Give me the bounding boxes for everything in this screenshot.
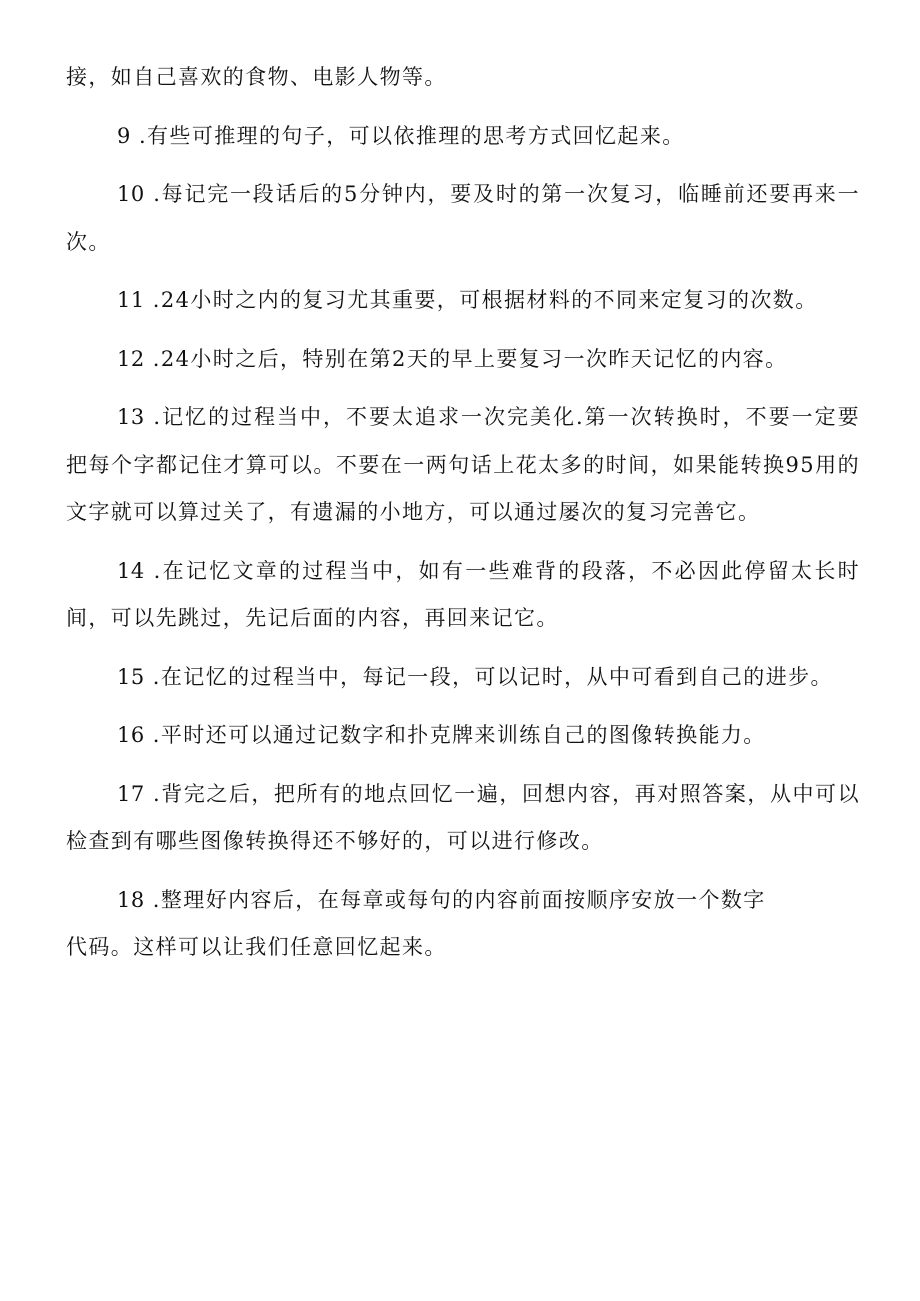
item-number: 12 xyxy=(117,346,145,371)
item-number: 11 xyxy=(117,288,145,312)
item-text: 有些可推理的句子，可以依推理的思考方式回忆起来。 xyxy=(147,123,685,148)
item-number: 13 xyxy=(117,405,145,429)
document-page xyxy=(66,54,860,983)
paragraph-text: 接，如自己喜欢的食物、电影人物等。 xyxy=(66,65,447,89)
list-item-17 xyxy=(66,771,860,866)
item-number: 14 xyxy=(117,558,145,583)
paragraph-continuation xyxy=(66,54,860,102)
list-item-11 xyxy=(66,277,860,325)
item-text: 在记忆文章的过程当中，如有一些难背的段落，不必因此停留太长时间，可以先跳过，先记后面的内容，再回来记它。 xyxy=(66,558,860,630)
item-text: 平时还可以通过记数字和扑克牌来训练自己的图像转换能力。 xyxy=(160,723,766,747)
item-separator: . xyxy=(144,887,161,912)
item-text: 每记完一段话后的5分钟内，要及时的第一次复习，临睡前还要再来一次。 xyxy=(66,182,860,254)
item-number: 16 xyxy=(117,723,145,747)
list-item-16 xyxy=(66,712,860,760)
item-separator: . xyxy=(144,723,161,747)
item-separator: . xyxy=(144,288,161,312)
item-text: 整理好内容后，在每章或每句的内容前面按顺序安放一个数字 xyxy=(160,887,766,912)
list-item-12 xyxy=(66,336,860,384)
item-separator: . xyxy=(144,346,161,371)
item-text: 记忆的过程当中，不要太追求一次完美化.第一次转换时，不要一定要把每个字都记住才算可以。不要在一两句话上花太多的时间，如果能转换95用的文字就可以算过关了，有遗漏的小地方，可以通过屡次的复习完善它。 xyxy=(66,405,860,524)
item-separator: . xyxy=(144,182,162,206)
item-separator: . xyxy=(144,405,162,429)
list-item-18 xyxy=(66,877,860,925)
item-number: 10 xyxy=(117,182,145,206)
list-item-9 xyxy=(66,113,860,161)
list-item-13 xyxy=(66,394,860,537)
item-text: 在记忆的过程当中，每记一段，可以记时，从中可看到自己的进步。 xyxy=(160,664,833,689)
item-separator: . xyxy=(144,558,162,583)
item-text: 24小时之后，特别在第2天的早上要复习一次昨天记忆的内容。 xyxy=(160,346,788,371)
list-item-15 xyxy=(66,654,860,702)
item-text: 24小时之内的复习尤其重要，可根据材料的不同来定复习的次数。 xyxy=(160,288,818,312)
item-number: 18 xyxy=(117,887,145,912)
item-separator: . xyxy=(130,123,148,148)
item-number: 17 xyxy=(117,781,145,806)
paragraph-text: 代码。这样可以让我们任意回忆起来。 xyxy=(66,935,447,959)
paragraph-tail xyxy=(66,924,860,972)
item-number: 15 xyxy=(117,664,145,689)
item-separator: . xyxy=(144,664,161,689)
item-number: 9 xyxy=(117,123,131,148)
item-text: 背完之后，把所有的地点回忆一遍，回想内容，再对照答案，从中可以检查到有哪些图像转换得还不够好的，可以进行修改。 xyxy=(66,781,860,853)
list-item-14 xyxy=(66,548,860,643)
list-item-10 xyxy=(66,171,860,266)
item-separator: . xyxy=(144,781,162,806)
